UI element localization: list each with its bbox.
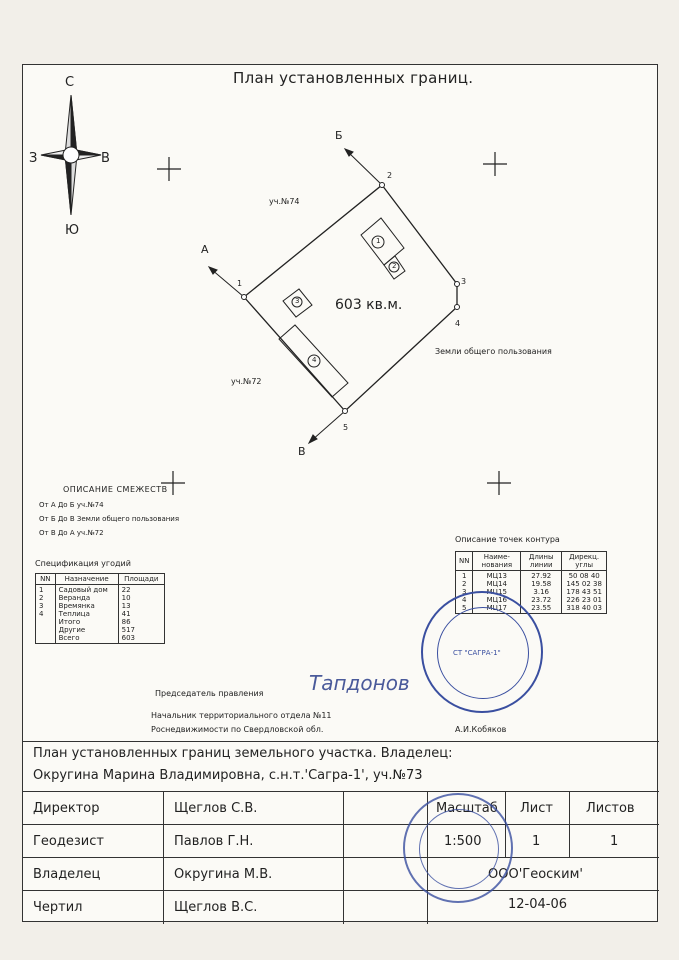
contour-header-nn: NN [456,552,473,571]
compass-east-label: В [101,151,110,166]
name-drafter: Щеглов В.С. [174,900,258,915]
spec-table [35,573,165,644]
neighbor-north: уч.№74 [269,197,300,206]
plot-area: 603 кв.м. [335,297,403,313]
document-sheet [22,64,658,922]
chief-name: А.И.Кобяков [455,725,507,734]
scale-label: Масштаб [436,801,498,816]
scale-value: 1:500 [444,834,482,849]
table-row: 1 2 3 4 Садовый дом Веранда Времянка Теплица Итого Другие Всего 22 10 13 41 86 517 603 [36,585,165,644]
adjacency-row: От А До Б уч.№74 [39,501,104,509]
plan-title: План установленных границ. [233,69,474,87]
sheet-value: 1 [532,834,541,849]
direction-arrows [209,149,382,443]
role-owner: Владелец [33,867,101,882]
contour-header-name: Наиме-нования [473,552,521,571]
spec-header-name: Назначение [55,574,118,585]
point-label-3: 3 [461,277,467,286]
role-geodesist: Геодезист [33,834,104,849]
official-stamp [421,591,543,713]
compass-west-label: З [29,151,38,166]
sheets-label: Листов [586,801,635,816]
chairman-signature: Тапдонов [309,671,410,695]
direction-label-b: Б [335,129,343,142]
compass-icon [41,95,101,215]
building-label-3: 3 [295,297,300,305]
role-director: Директор [33,801,100,816]
compass-south-label: Ю [65,223,80,238]
sheets-value: 1 [610,834,619,849]
point-label-5: 5 [343,423,349,432]
adjacency-row: От В До А уч.№72 [39,529,104,537]
contour-heading: Описание точек контура [455,535,560,544]
compass-north-label: С [65,75,75,90]
spec-header-area: Площади [118,574,164,585]
point-label-1: 1 [237,279,243,288]
role-drafter: Чертил [33,900,83,915]
table-row: 1 2 3 4 5 МЦ13 МЦ14 МЦ15 МЦ16 МЦ17 27.92 19.58 3.16 23.72 23.55 50 08 40 145 02 38 178 43 51 226 23 01 318 40 03 [456,571,607,614]
stamp-text: СТ "САГРА-1" [453,649,501,657]
neighbor-east: Земли общего пользования [435,347,552,356]
chairman-label: Председатель правления [155,689,264,698]
point-label-4: 4 [455,319,461,328]
title-block [23,741,659,923]
rosreestr-label: Роснедвижимости по Свердловской обл. [151,725,324,734]
contour-header-angle: Дирекц. углы [562,552,607,571]
chief-label: Начальник территориального отдела №11 [151,711,332,720]
adjacency-heading: ОПИСАНИЕ СМЕЖЕСТВ [63,485,168,494]
direction-label-a: А [201,243,209,256]
sheet-label: Лист [520,801,553,816]
company-stamp [403,793,513,903]
title-block-line2: Округина Марина Владимировна, с.н.т.'Сагра-1', уч.№73 [33,768,423,783]
adjacency-row: От Б До В Земли общего пользования [39,515,180,523]
spec-heading: Спецификация угодий [35,559,131,568]
contour-header-len: Длины линии [521,552,562,571]
spec-header-nn: NN [36,574,56,585]
company-name: ООО'Геоским' [488,867,583,882]
name-owner: Округина М.В. [174,867,273,882]
building-label-4: 4 [312,356,317,364]
direction-label-v: В [298,445,306,458]
building-label-2: 2 [392,262,397,270]
point-label-2: 2 [387,171,393,180]
building-label-1: 1 [376,237,381,245]
title-block-line1: План установленных границ земельного участка. Владелец: [33,746,453,761]
name-geodesist: Павлов Г.Н. [174,834,254,849]
neighbor-south: уч.№72 [231,377,262,386]
document-date: 12-04-06 [508,897,568,912]
name-director: Щеглов С.В. [174,801,258,816]
